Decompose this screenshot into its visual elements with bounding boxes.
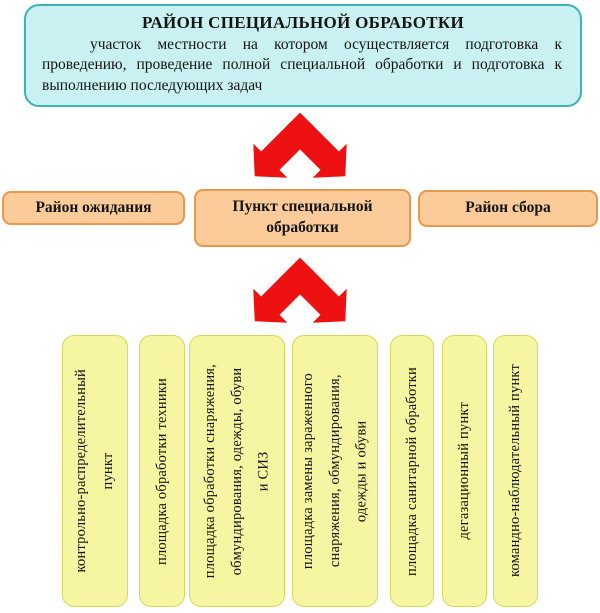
equipment-processing-site-box	[139, 335, 185, 607]
control-distribution-point-label: контрольно-распределительный пункт	[73, 369, 116, 573]
waiting-area-label: Район ожидания	[35, 198, 152, 216]
sanitary-processing-site-box	[390, 335, 434, 607]
gear-processing-site-box	[189, 335, 285, 607]
split-down-arrow-icon	[252, 112, 348, 180]
assembly-area-label: Район сбора	[465, 199, 551, 217]
sanitary-processing-site-label: площадка санитарной обработки	[403, 366, 420, 576]
diagram-title: РАЙОН СПЕЦИАЛЬНОЙ ОБРАБОТКИ	[141, 13, 465, 32]
contaminated-gear-replacement-site-box	[292, 335, 378, 607]
command-observation-point-box	[493, 335, 538, 607]
special-processing-point-box	[194, 189, 411, 247]
control-distribution-point-box	[62, 335, 128, 607]
gear-processing-site-label: площадка обработки снаряжения, обмундирования, одежды, обуви и СИЗ	[201, 363, 272, 579]
special-processing-area-box	[24, 4, 582, 107]
command-observation-point-label: командно-наблюдательный пункт	[507, 364, 524, 578]
degassing-point-box	[442, 335, 487, 607]
degassing-point-label: дегазационный пункт	[456, 402, 473, 540]
area-definition-text: участок местности на котором осуществляется подготовка к проведению, проведение полной специальной обработки и подготовка к выполнению последующих задач	[42, 36, 562, 94]
equipment-processing-site-label: площадка обработки техники	[153, 377, 170, 565]
split-down-arrow-icon	[252, 257, 348, 325]
assembly-area-box	[418, 190, 598, 227]
waiting-area-box	[2, 191, 185, 225]
special-processing-point-label: Пункт специальной обработки	[232, 198, 373, 236]
contaminated-gear-replacement-site-label: площадка замены зараженного снаряжения, обмундирования, одежды и обуви	[299, 372, 370, 570]
